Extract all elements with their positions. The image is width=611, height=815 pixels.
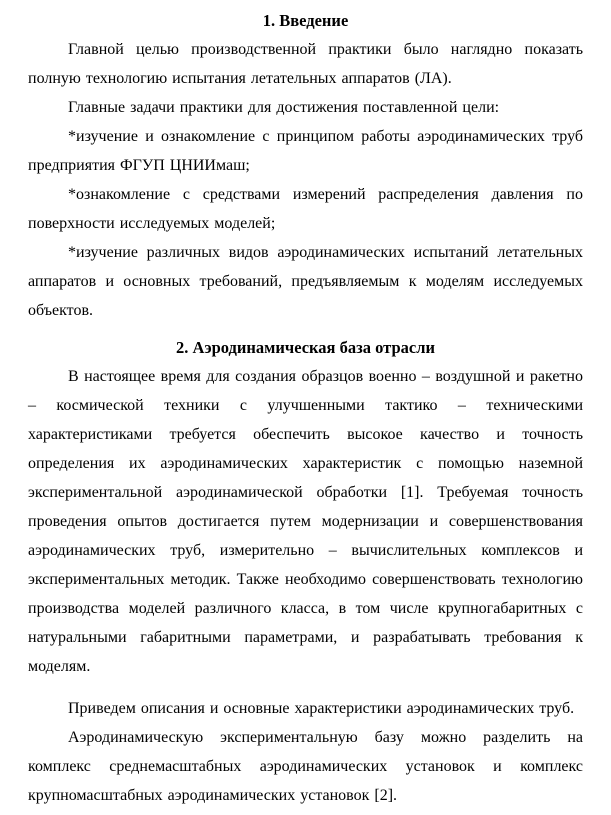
paragraph: Приведем описания и основные характеристики аэродинамических труб. (68, 700, 575, 717)
paragraph: Аэродинамическую экспериментальную базу можно разделить на комплекс среднемасштабных аэродинамических установок и комплекс крупномасштабных аэродинамических установок [2]. (28, 729, 583, 804)
list-item-paragraph: *ознакомление с средствами измерений распределения давления по поверхности исследуемых моделей; (28, 186, 583, 232)
section-heading-introduction: 1. Введение (262, 11, 349, 30)
list-item-paragraph: *изучение различных видов аэродинамических испытаний летательных аппаратов и основных требований, предъявляемым к моделям исследуемых объектов. (28, 244, 583, 319)
paragraph: Главные задачи практики для достижения поставленной цели: (68, 99, 500, 116)
paragraph: В настоящее время для создания образцов военно – воздушной и ракетно – космической техники с улучшенными тактико – техническими характеристиками требуется обеспечить высокое качество и точность определения их аэродинамических характеристик с помощью наземной экспериментальной аэродинамической обработки [1]. Требуемая точность проведения опытов достигается путем модернизации и совершенствования аэродинамических труб, измерительно – вычислительных комплексов и экспериментальных методик. Также необходимо совершенствовать технологию производства моделей различного класса, в том числе крупногабаритных с натуральными габаритными параметрами, и разрабатывать требования к моделям. (28, 368, 583, 675)
paragraph: Главной целью производственной практики было наглядно показать полную технологию испытания летательных аппаратов (ЛА). (28, 41, 583, 87)
list-item-paragraph: *изучение и ознакомление с принципом работы аэродинамических труб предприятия ФГУП ЦНИИмаш; (28, 128, 583, 174)
section-heading-aero-base: 2. Аэродинамическая база отрасли (176, 338, 435, 357)
